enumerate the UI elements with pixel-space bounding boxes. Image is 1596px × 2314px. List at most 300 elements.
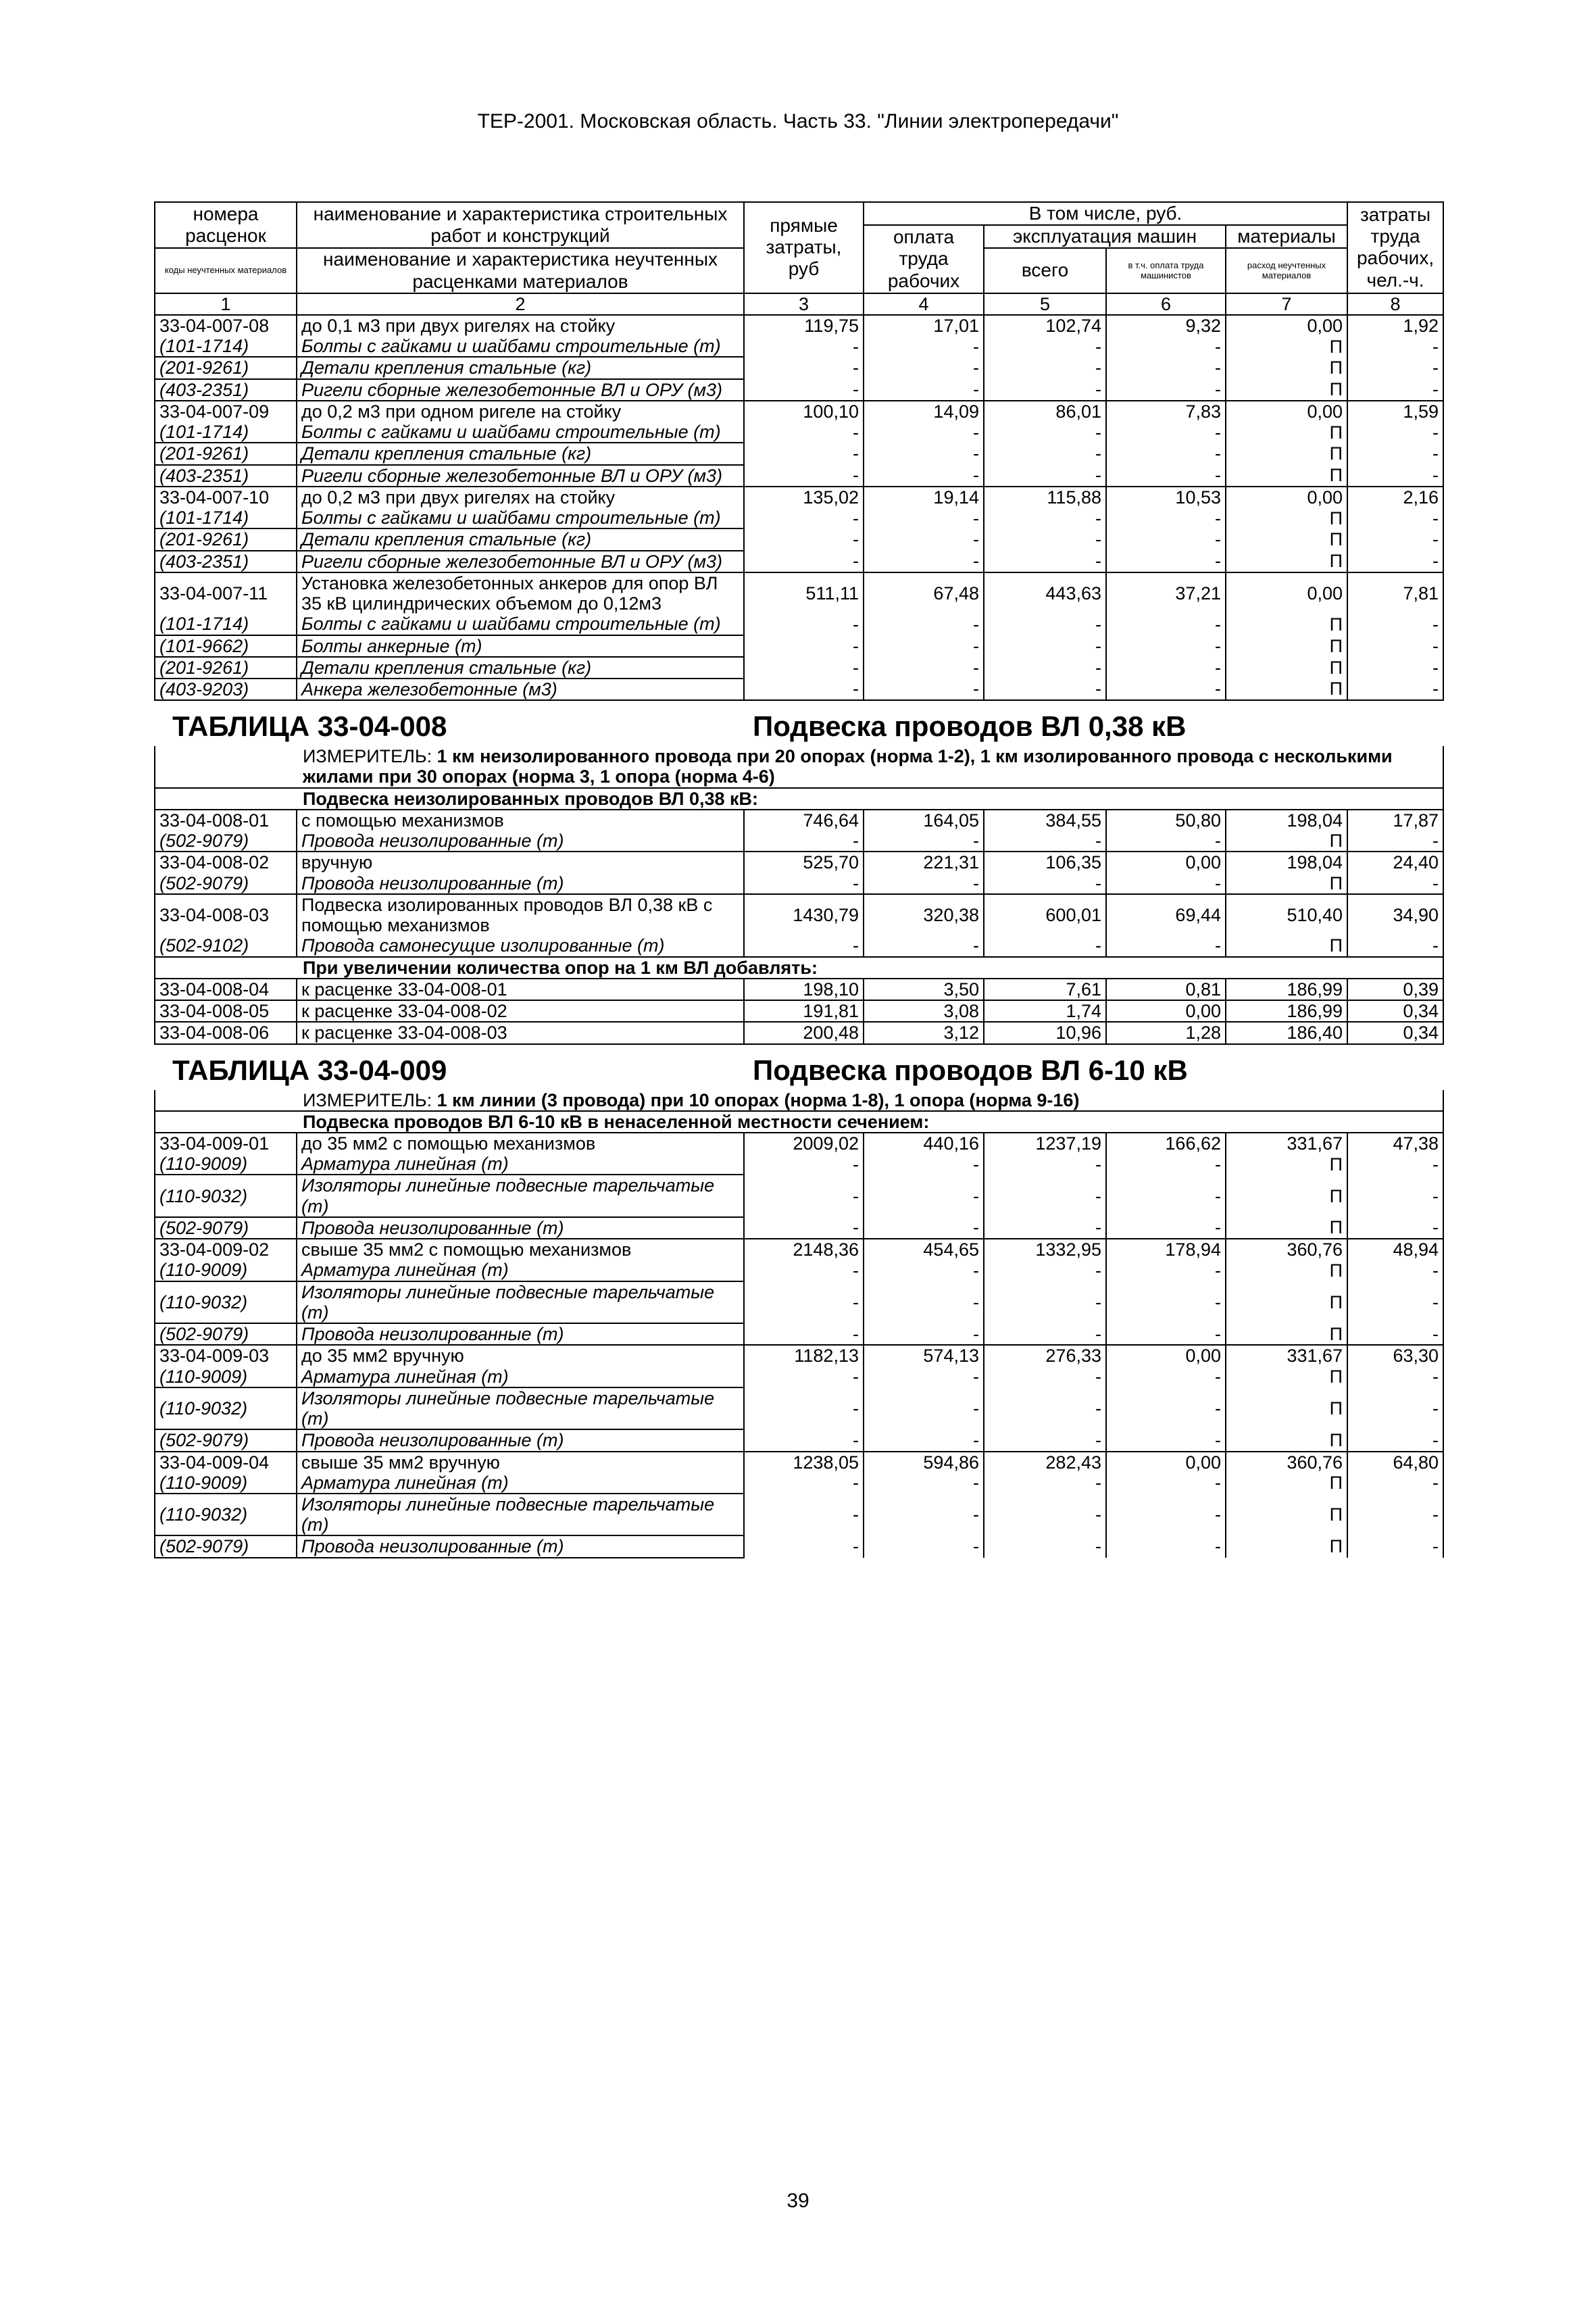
group-header-row [155, 957, 1443, 979]
material-row [155, 873, 1443, 894]
material-name: Болты с гайками и шайбами строительные (т) [297, 336, 744, 357]
value-cell: - [864, 1323, 984, 1345]
rate-name: до 0,1 м3 при двух ригелях на стойку [297, 315, 744, 336]
value-cell: 24,40 [1347, 852, 1443, 872]
value-cell: - [1106, 1473, 1226, 1494]
value-cell: - [1106, 508, 1226, 528]
value-cell: - [1347, 1217, 1443, 1239]
material-name: Болты с гайками и шайбами строительные (т) [297, 422, 744, 443]
value-cell: 67,48 [864, 572, 984, 614]
value-cell: П [1226, 1154, 1347, 1175]
value-cell: 7,61 [984, 979, 1106, 1000]
material-code: (502-9079) [155, 1323, 297, 1345]
value-cell: - [984, 357, 1106, 378]
value-cell: - [1106, 379, 1226, 401]
value-cell: 0,34 [1347, 1000, 1443, 1022]
material-name: Ригели сборные железобетонные ВЛ и ОРУ (м3) [297, 551, 744, 572]
value-cell: 0,00 [1106, 1000, 1226, 1022]
material-name: Изоляторы линейные подвесные тарельчатые (т) [297, 1387, 744, 1429]
value-cell: - [1347, 873, 1443, 894]
header-name: наименование и характеристика строительных работ и конструкций [297, 202, 744, 248]
material-row [155, 1429, 1443, 1451]
value-cell: - [984, 1154, 1106, 1175]
measure-label: ИЗМЕРИТЕЛЬ: [303, 1089, 432, 1110]
value-cell: - [984, 873, 1106, 894]
value-cell: П [1226, 336, 1347, 357]
value-cell: - [744, 1387, 864, 1429]
value-cell: 19,14 [864, 487, 984, 508]
rate-code: 33-04-007-10 [155, 487, 297, 508]
value-cell: - [984, 1473, 1106, 1494]
material-name: Арматура линейная (т) [297, 1154, 744, 1175]
rate-row [155, 315, 1443, 336]
header-direct: прямые затраты, руб [744, 202, 864, 293]
material-code: (110-9009) [155, 1260, 297, 1281]
value-cell: - [984, 1323, 1106, 1345]
material-code: (110-9009) [155, 1154, 297, 1175]
value-cell: - [1347, 508, 1443, 528]
value-cell: П [1226, 831, 1347, 852]
rate-code: 33-04-007-11 [155, 572, 297, 614]
value-cell: - [1347, 1429, 1443, 1451]
value-cell: 135,02 [744, 487, 864, 508]
rate-name: до 35 мм2 с помощью механизмов [297, 1133, 744, 1154]
header-machines-total: всего [984, 248, 1106, 293]
material-code: (110-9032) [155, 1281, 297, 1323]
material-name: Провода неизолированные (т) [297, 873, 744, 894]
rate-code: 33-04-008-02 [155, 852, 297, 872]
value-cell: - [1347, 1367, 1443, 1387]
value-cell: - [984, 465, 1106, 487]
value-cell: - [984, 831, 1106, 852]
value-cell: - [984, 422, 1106, 443]
value-cell: 1238,05 [744, 1452, 864, 1473]
column-number: 6 [1106, 293, 1226, 315]
rate-name: к расценке 33-04-008-03 [297, 1022, 744, 1043]
value-cell: - [1106, 1535, 1226, 1557]
value-cell: - [1347, 422, 1443, 443]
value-cell: 191,81 [744, 1000, 864, 1022]
value-cell: П [1226, 1323, 1347, 1345]
value-cell: 7,81 [1347, 572, 1443, 614]
value-cell: - [984, 528, 1106, 550]
rate-code: 33-04-008-06 [155, 1022, 297, 1043]
value-cell: 86,01 [984, 401, 1106, 422]
value-cell: - [864, 443, 984, 464]
value-cell: - [984, 1387, 1106, 1429]
header-machines: эксплуатация машин [984, 225, 1226, 248]
value-cell: 0,00 [1226, 315, 1347, 336]
value-cell: 525,70 [744, 852, 864, 872]
value-cell: 200,48 [744, 1022, 864, 1043]
value-cell: - [1347, 1260, 1443, 1281]
value-cell: - [864, 465, 984, 487]
measure-row [155, 746, 1443, 787]
value-cell: 17,87 [1347, 810, 1443, 831]
rate-name: к расценке 33-04-008-02 [297, 1000, 744, 1022]
rate-name: к расценке 33-04-008-01 [297, 979, 744, 1000]
value-cell: П [1226, 1281, 1347, 1323]
rate-row [155, 894, 1443, 935]
material-code: (101-1714) [155, 614, 297, 635]
material-code: (101-1714) [155, 336, 297, 357]
value-cell: 64,80 [1347, 1452, 1443, 1473]
value-cell: - [864, 336, 984, 357]
table-number: ТАБЛИЦА 33-04-008 [172, 710, 447, 743]
value-cell: - [1106, 679, 1226, 700]
value-cell: - [984, 635, 1106, 657]
material-name: Провода неизолированные (т) [297, 831, 744, 852]
material-code: (101-1714) [155, 422, 297, 443]
value-cell: - [1347, 1154, 1443, 1175]
value-cell: П [1226, 1429, 1347, 1451]
column-number: 1 [155, 293, 297, 315]
material-name: Болты анкерные (т) [297, 635, 744, 657]
value-cell: - [744, 1175, 864, 1216]
value-cell: 282,43 [984, 1452, 1106, 1473]
material-name: Арматура линейная (т) [297, 1473, 744, 1494]
value-cell: 178,94 [1106, 1239, 1226, 1260]
value-cell: - [864, 1473, 984, 1494]
rate-name: Установка железобетонных анкеров для опор ВЛ 35 кВ цилиндрических объемом до 0,12м3 [297, 572, 744, 614]
value-cell: - [1106, 443, 1226, 464]
value-cell: - [864, 1429, 984, 1451]
value-cell: - [1106, 1323, 1226, 1345]
value-cell: - [1347, 679, 1443, 700]
rate-name: с помощью механизмов [297, 810, 744, 831]
value-cell: П [1226, 1175, 1347, 1216]
material-code: (110-9032) [155, 1387, 297, 1429]
material-name: Изоляторы линейные подвесные тарельчатые (т) [297, 1175, 744, 1216]
value-cell: П [1226, 422, 1347, 443]
value-cell: 63,30 [1347, 1345, 1443, 1366]
group-header: Подвеска неизолированных проводов ВЛ 0,38 кВ: [155, 788, 1443, 810]
value-cell: 198,04 [1226, 852, 1347, 872]
value-cell: - [744, 1260, 864, 1281]
material-code: (201-9261) [155, 357, 297, 378]
rate-name: вручную [297, 852, 744, 872]
value-cell: 69,44 [1106, 894, 1226, 935]
material-code: (403-9203) [155, 679, 297, 700]
value-cell: 510,40 [1226, 894, 1347, 935]
value-cell: - [864, 551, 984, 572]
value-cell: 2,16 [1347, 487, 1443, 508]
value-cell: - [1106, 551, 1226, 572]
material-name: Провода неизолированные (т) [297, 1535, 744, 1557]
value-cell: П [1226, 379, 1347, 401]
value-cell: 1182,13 [744, 1345, 864, 1366]
material-name: Детали крепления стальные (кг) [297, 528, 744, 550]
table-section-title [155, 1044, 1443, 1090]
value-cell: 100,10 [744, 401, 864, 422]
value-cell: 186,99 [1226, 1000, 1347, 1022]
value-cell: - [1347, 657, 1443, 679]
value-cell: - [984, 336, 1106, 357]
value-cell: - [1347, 465, 1443, 487]
material-code: (110-9009) [155, 1473, 297, 1494]
value-cell: 0,34 [1347, 1022, 1443, 1043]
value-cell: - [744, 1367, 864, 1387]
material-row [155, 422, 1443, 443]
value-cell: - [1347, 379, 1443, 401]
measure-row [155, 1090, 1443, 1111]
value-cell: 198,10 [744, 979, 864, 1000]
material-name: Детали крепления стальные (кг) [297, 357, 744, 378]
rate-row [155, 401, 1443, 422]
value-cell: 3,12 [864, 1022, 984, 1043]
material-row [155, 508, 1443, 528]
value-cell: 1430,79 [744, 894, 864, 935]
header-code: номера расценок [155, 202, 297, 248]
value-cell: 276,33 [984, 1345, 1106, 1366]
material-code: (110-9032) [155, 1494, 297, 1535]
value-cell: 594,86 [864, 1452, 984, 1473]
rate-code: 33-04-008-03 [155, 894, 297, 935]
material-row [155, 1323, 1443, 1345]
rate-row [155, 1133, 1443, 1154]
value-cell: - [864, 508, 984, 528]
column-numbers [155, 293, 1443, 315]
value-cell: - [1106, 1175, 1226, 1216]
value-cell: - [984, 679, 1106, 700]
value-cell: - [744, 465, 864, 487]
material-row [155, 1494, 1443, 1535]
table-section-title [155, 700, 1443, 746]
value-cell: - [1106, 1281, 1226, 1323]
value-cell: - [984, 1217, 1106, 1239]
value-cell: - [984, 1281, 1106, 1323]
value-cell: - [744, 679, 864, 700]
value-cell: 384,55 [984, 810, 1106, 831]
value-cell: - [744, 1281, 864, 1323]
rate-name: до 0,2 м3 при двух ригелях на стойку [297, 487, 744, 508]
rate-code: 33-04-007-09 [155, 401, 297, 422]
header-machines-wage: в т.ч. оплата труда машинистов [1106, 248, 1226, 293]
rate-code: 33-04-007-08 [155, 315, 297, 336]
value-cell: - [1106, 336, 1226, 357]
value-cell: 198,04 [1226, 810, 1347, 831]
value-cell: П [1226, 443, 1347, 464]
value-cell: - [984, 935, 1106, 956]
value-cell: - [1106, 1154, 1226, 1175]
value-cell: - [744, 1473, 864, 1494]
value-cell: 2009,02 [744, 1133, 864, 1154]
material-code: (101-9662) [155, 635, 297, 657]
value-cell: - [1347, 1175, 1443, 1216]
value-cell: - [864, 1175, 984, 1216]
material-row [155, 657, 1443, 679]
value-cell: - [984, 1260, 1106, 1281]
rate-code: 33-04-008-04 [155, 979, 297, 1000]
material-code: (502-9079) [155, 873, 297, 894]
page-number: 39 [787, 2190, 809, 2212]
column-number: 5 [984, 293, 1106, 315]
material-code: (502-9102) [155, 935, 297, 956]
value-cell: - [744, 508, 864, 528]
value-cell: - [1106, 657, 1226, 679]
value-cell: 119,75 [744, 315, 864, 336]
value-cell: П [1226, 657, 1347, 679]
value-cell: - [1106, 1367, 1226, 1387]
material-code: (110-9009) [155, 1367, 297, 1387]
value-cell: - [1106, 422, 1226, 443]
value-cell: 102,74 [984, 315, 1106, 336]
value-cell: - [1106, 1260, 1226, 1281]
material-row [155, 1535, 1443, 1557]
value-cell: - [744, 635, 864, 657]
value-cell: 454,65 [864, 1239, 984, 1260]
rate-name: свыше 35 мм2 вручную [297, 1452, 744, 1473]
material-row [155, 1154, 1443, 1175]
rate-code: 33-04-008-01 [155, 810, 297, 831]
value-cell: 14,09 [864, 401, 984, 422]
value-cell: 320,38 [864, 894, 984, 935]
header-code-sub: коды неучтенных материалов [155, 248, 297, 293]
value-cell: 10,96 [984, 1022, 1106, 1043]
rate-name: свыше 35 мм2 с помощью механизмов [297, 1239, 744, 1260]
material-code: (502-9079) [155, 1429, 297, 1451]
value-cell: 1237,19 [984, 1133, 1106, 1154]
value-cell: П [1226, 528, 1347, 550]
value-cell: - [1106, 1387, 1226, 1429]
value-cell: - [1347, 1387, 1443, 1429]
value-cell: - [744, 831, 864, 852]
value-cell: 0,00 [1106, 1345, 1226, 1366]
material-name: Изоляторы линейные подвесные тарельчатые (т) [297, 1281, 744, 1323]
value-cell: - [864, 357, 984, 378]
material-row [155, 1217, 1443, 1239]
value-cell: 9,32 [1106, 315, 1226, 336]
value-cell: - [744, 528, 864, 550]
value-cell: - [984, 1494, 1106, 1535]
material-name: Ригели сборные железобетонные ВЛ и ОРУ (м3) [297, 379, 744, 401]
value-cell: - [744, 422, 864, 443]
value-cell: - [864, 873, 984, 894]
value-cell: 7,83 [1106, 401, 1226, 422]
rate-row [155, 1000, 1443, 1022]
value-cell: - [744, 873, 864, 894]
rate-name: до 0,2 м3 при одном ригеле на стойку [297, 401, 744, 422]
material-row [155, 465, 1443, 487]
value-cell: - [864, 831, 984, 852]
value-cell: - [984, 657, 1106, 679]
value-cell: - [1106, 465, 1226, 487]
value-cell: - [1347, 831, 1443, 852]
value-cell: - [1347, 1281, 1443, 1323]
material-row [155, 357, 1443, 378]
value-cell: - [864, 528, 984, 550]
value-cell: 746,64 [744, 810, 864, 831]
material-name: Провода неизолированные (т) [297, 1429, 744, 1451]
material-row [155, 379, 1443, 401]
material-name: Провода неизолированные (т) [297, 1323, 744, 1345]
rate-row [155, 572, 1443, 614]
value-cell: - [744, 935, 864, 956]
value-cell: - [984, 508, 1106, 528]
value-cell: 331,67 [1226, 1345, 1347, 1366]
value-cell: П [1226, 1473, 1347, 1494]
material-row [155, 935, 1443, 956]
value-cell: П [1226, 635, 1347, 657]
value-cell: 166,62 [1106, 1133, 1226, 1154]
rate-name: до 35 мм2 вручную [297, 1345, 744, 1366]
value-cell: - [744, 657, 864, 679]
value-cell: - [864, 679, 984, 700]
value-cell: 47,38 [1347, 1133, 1443, 1154]
value-cell: - [984, 551, 1106, 572]
material-row [155, 1387, 1443, 1429]
value-cell: - [864, 1494, 984, 1535]
value-cell: - [864, 635, 984, 657]
value-cell: - [1106, 614, 1226, 635]
group-header: Подвеска проводов ВЛ 6-10 кВ в ненаселенной местности сечением: [155, 1111, 1443, 1133]
value-cell: 331,67 [1226, 1133, 1347, 1154]
value-cell: П [1226, 679, 1347, 700]
rate-row [155, 852, 1443, 872]
material-row [155, 831, 1443, 852]
value-cell: П [1226, 1494, 1347, 1535]
value-cell: - [744, 1323, 864, 1345]
material-code: (403-2351) [155, 551, 297, 572]
value-cell: 115,88 [984, 487, 1106, 508]
value-cell: - [1347, 443, 1443, 464]
value-cell: 164,05 [864, 810, 984, 831]
value-cell: 221,31 [864, 852, 984, 872]
value-cell: 48,94 [1347, 1239, 1443, 1260]
material-row [155, 1260, 1443, 1281]
material-row [155, 1175, 1443, 1216]
table-name: Подвеска проводов ВЛ 6-10 кВ [753, 1054, 1188, 1086]
value-cell: - [864, 657, 984, 679]
table-name: Подвеска проводов ВЛ 0,38 кВ [753, 710, 1187, 743]
material-name: Болты с гайками и шайбами строительные (т) [297, 614, 744, 635]
material-row [155, 614, 1443, 635]
material-name: Арматура линейная (т) [297, 1367, 744, 1387]
value-cell: - [864, 935, 984, 956]
value-cell: - [744, 614, 864, 635]
header-labor: затраты труда рабочих, чел.-ч. [1347, 202, 1443, 293]
value-cell: - [864, 1260, 984, 1281]
value-cell: 10,53 [1106, 487, 1226, 508]
rate-code: 33-04-008-05 [155, 1000, 297, 1022]
value-cell: 1,74 [984, 1000, 1106, 1022]
material-name: Анкера железобетонные (м3) [297, 679, 744, 700]
rate-row [155, 810, 1443, 831]
header-incl: В том числе, руб. [864, 202, 1347, 225]
rate-code: 33-04-009-04 [155, 1452, 297, 1473]
material-name: Провода самонесущие изолированные (т) [297, 935, 744, 956]
value-cell: - [1347, 935, 1443, 956]
header-name-sub: наименование и характеристика неучтенных расценками материалов [297, 248, 744, 293]
measure-label: ИЗМЕРИТЕЛЬ: [303, 746, 432, 767]
material-row [155, 336, 1443, 357]
value-cell: - [744, 1535, 864, 1557]
value-cell: - [1347, 1535, 1443, 1557]
value-cell: 0,00 [1106, 1452, 1226, 1473]
value-cell: 0,81 [1106, 979, 1226, 1000]
column-number: 2 [297, 293, 744, 315]
value-cell: - [744, 1429, 864, 1451]
material-name: Ригели сборные железобетонные ВЛ и ОРУ (м3) [297, 465, 744, 487]
header-materials: материалы [1226, 225, 1347, 248]
material-name: Изоляторы линейные подвесные тарельчатые (т) [297, 1494, 744, 1535]
value-cell: - [1106, 831, 1226, 852]
value-cell: 186,99 [1226, 979, 1347, 1000]
header-materials-sub: расход неучтенных материалов [1226, 248, 1347, 293]
value-cell: 50,80 [1106, 810, 1226, 831]
material-code: (502-9079) [155, 1535, 297, 1557]
value-cell: - [984, 1175, 1106, 1216]
